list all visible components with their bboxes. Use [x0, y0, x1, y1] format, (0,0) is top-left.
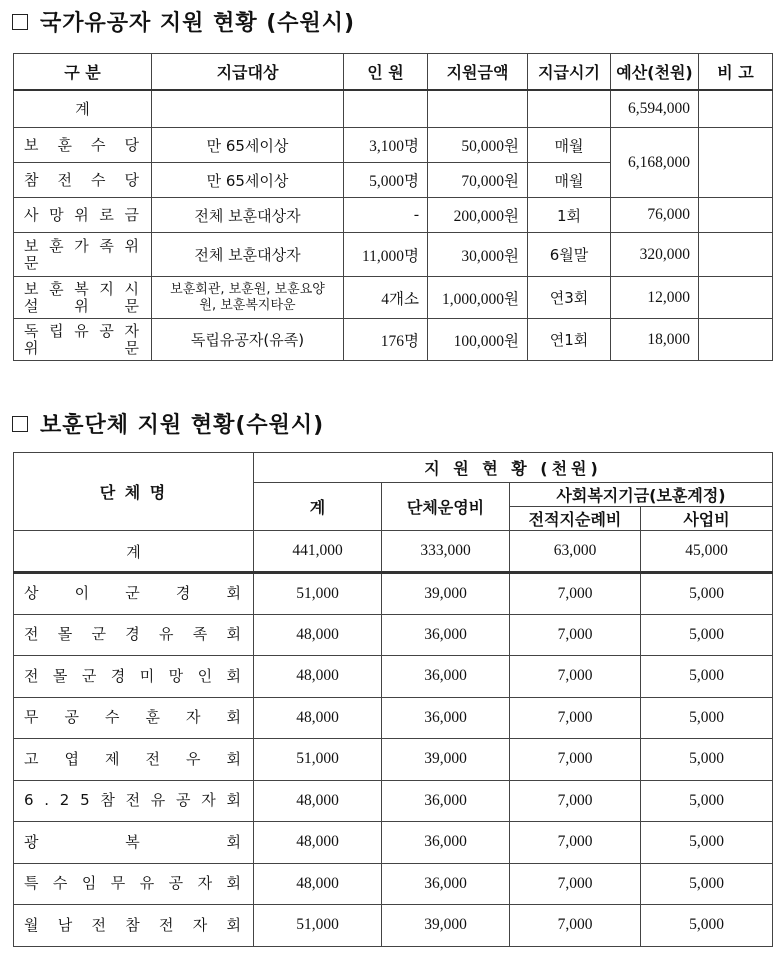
category-cell: 보 훈 수 당 [14, 128, 152, 163]
empty-cell [428, 90, 528, 128]
header-note: 비 고 [699, 54, 773, 90]
battlefield-cell: 7,000 [510, 905, 641, 947]
table-row [14, 319, 773, 361]
table-row [14, 614, 773, 656]
operation-cell: 36,000 [382, 697, 510, 739]
amount-cell: 50,000원 [428, 128, 528, 163]
timing-cell: 6월말 [528, 233, 611, 277]
category-cell: 사 망 위 로 금 [14, 198, 152, 233]
battlefield-cell: 7,000 [510, 573, 641, 615]
count-cell: 4개소 [344, 277, 428, 319]
organization-support-table [13, 452, 773, 947]
project-cell: 5,000 [641, 780, 773, 822]
target-cell: 전체 보훈대상자 [152, 198, 344, 233]
category-cell: 보 훈 가 족 위 문 [14, 233, 152, 277]
total-cell: 48,000 [254, 780, 382, 822]
battlefield-cell: 7,000 [510, 656, 641, 698]
note-cell [699, 319, 773, 361]
note-cell [699, 277, 773, 319]
header-total: 계 [254, 483, 382, 531]
note-cell [699, 90, 773, 128]
table-row [14, 198, 773, 233]
table-row [14, 905, 773, 947]
section2-title-text: 보훈단체 지원 현황(수원시) [40, 413, 325, 438]
project-cell: 5,000 [641, 656, 773, 698]
checkbox-square-icon [12, 14, 28, 30]
header-org-name: 단 체 명 [14, 453, 254, 531]
note-cell [699, 198, 773, 233]
amount-cell: 200,000원 [428, 198, 528, 233]
header-category: 구 분 [14, 54, 152, 90]
org-name-cell: 상 이 군 경 회 [14, 573, 254, 615]
total-budget: 6,594,000 [611, 90, 699, 128]
category-cell: 참 전 수 당 [14, 163, 152, 198]
project-cell: 5,000 [641, 573, 773, 615]
header-budget: 예산(천원) [611, 54, 699, 90]
total-row [14, 90, 773, 128]
header-battlefield: 전적지순례비 [510, 507, 641, 531]
battlefield-cell: 7,000 [510, 863, 641, 905]
table-row [14, 739, 773, 781]
table-header-row [14, 54, 773, 90]
note-cell [699, 128, 773, 198]
veterans-support-table [13, 53, 773, 361]
count-cell: 176명 [344, 319, 428, 361]
count-cell: - [344, 198, 428, 233]
target-cell: 독립유공자(유족) [152, 319, 344, 361]
timing-cell: 매월 [528, 163, 611, 198]
timing-cell: 1회 [528, 198, 611, 233]
battlefield-cell: 7,000 [510, 697, 641, 739]
org-name-cell: 특 수 임 무 유 공 자 회 [14, 863, 254, 905]
battlefield-cell: 7,000 [510, 822, 641, 864]
header-target: 지급대상 [152, 54, 344, 90]
project-cell: 5,000 [641, 822, 773, 864]
project-cell: 5,000 [641, 905, 773, 947]
battlefield-cell: 63,000 [510, 531, 641, 573]
merged-budget-cell: 6,168,000 [611, 128, 699, 198]
checkbox-square-icon [12, 416, 28, 432]
battlefield-cell: 7,000 [510, 739, 641, 781]
section1-title [12, 6, 355, 37]
amount-cell: 100,000원 [428, 319, 528, 361]
header-count: 인 원 [344, 54, 428, 90]
budget-cell: 18,000 [611, 319, 699, 361]
project-cell: 5,000 [641, 614, 773, 656]
empty-cell [152, 90, 344, 128]
total-cell: 51,000 [254, 739, 382, 781]
budget-cell: 12,000 [611, 277, 699, 319]
table-header-row [14, 453, 773, 483]
header-project: 사업비 [641, 507, 773, 531]
total-row [14, 531, 773, 573]
battlefield-cell: 7,000 [510, 614, 641, 656]
table-row [14, 656, 773, 698]
org-name-cell: 6 . 2 5 참 전 유 공 자 회 [14, 780, 254, 822]
target-cell: 전체 보훈대상자 [152, 233, 344, 277]
total-cell: 51,000 [254, 905, 382, 947]
section1-title-text: 국가유공자 지원 현황 (수원시) [40, 11, 356, 36]
operation-cell: 39,000 [382, 739, 510, 781]
org-name-cell: 월 남 전 참 전 자 회 [14, 905, 254, 947]
table-row [14, 780, 773, 822]
operation-cell: 333,000 [382, 531, 510, 573]
project-cell: 5,000 [641, 863, 773, 905]
total-cell: 51,000 [254, 573, 382, 615]
empty-cell [528, 90, 611, 128]
org-name-cell: 무 공 수 훈 자 회 [14, 697, 254, 739]
org-name-cell: 전 몰 군 경 미 망 인 회 [14, 656, 254, 698]
amount-cell: 1,000,000원 [428, 277, 528, 319]
target-cell: 보훈회관, 보훈원, 보훈요양원, 보훈복지타운 [152, 277, 344, 319]
table-row [14, 277, 773, 319]
timing-cell: 매월 [528, 128, 611, 163]
total-cell: 48,000 [254, 656, 382, 698]
count-cell: 3,100명 [344, 128, 428, 163]
empty-cell [344, 90, 428, 128]
header-amount: 지원금액 [428, 54, 528, 90]
project-cell: 5,000 [641, 697, 773, 739]
total-cell: 48,000 [254, 697, 382, 739]
table-row [14, 573, 773, 615]
section2-title [12, 408, 324, 439]
table-row [14, 822, 773, 864]
timing-cell: 연3회 [528, 277, 611, 319]
category-cell: 보 훈 복 지 시 설 위 문 [14, 277, 152, 319]
target-cell: 만 65세이상 [152, 128, 344, 163]
org-name-cell: 고 엽 제 전 우 회 [14, 739, 254, 781]
timing-cell: 연1회 [528, 319, 611, 361]
amount-cell: 70,000원 [428, 163, 528, 198]
org-name-cell: 전 몰 군 경 유 족 회 [14, 614, 254, 656]
amount-cell: 30,000원 [428, 233, 528, 277]
table-row [14, 697, 773, 739]
total-label: 계 [14, 90, 152, 128]
operation-cell: 36,000 [382, 656, 510, 698]
category-cell: 독 립 유 공 자 위 문 [14, 319, 152, 361]
note-cell [699, 233, 773, 277]
project-cell: 5,000 [641, 739, 773, 781]
total-label: 계 [14, 531, 254, 573]
table-row [14, 233, 773, 277]
header-support: 지 원 현 황 (천원) [254, 453, 773, 483]
total-cell: 48,000 [254, 863, 382, 905]
operation-cell: 39,000 [382, 573, 510, 615]
count-cell: 11,000명 [344, 233, 428, 277]
target-cell: 만 65세이상 [152, 163, 344, 198]
org-name-cell: 광 복 회 [14, 822, 254, 864]
count-cell: 5,000명 [344, 163, 428, 198]
header-timing: 지급시기 [528, 54, 611, 90]
total-cell: 48,000 [254, 822, 382, 864]
header-welfare-fund: 사회복지기금(보훈계정) [510, 483, 773, 507]
operation-cell: 36,000 [382, 863, 510, 905]
table-row [14, 128, 773, 163]
operation-cell: 39,000 [382, 905, 510, 947]
total-cell: 48,000 [254, 614, 382, 656]
budget-cell: 76,000 [611, 198, 699, 233]
header-operation: 단체운영비 [382, 483, 510, 531]
project-cell: 45,000 [641, 531, 773, 573]
battlefield-cell: 7,000 [510, 780, 641, 822]
operation-cell: 36,000 [382, 780, 510, 822]
operation-cell: 36,000 [382, 822, 510, 864]
budget-cell: 320,000 [611, 233, 699, 277]
table-row [14, 863, 773, 905]
total-cell: 441,000 [254, 531, 382, 573]
operation-cell: 36,000 [382, 614, 510, 656]
